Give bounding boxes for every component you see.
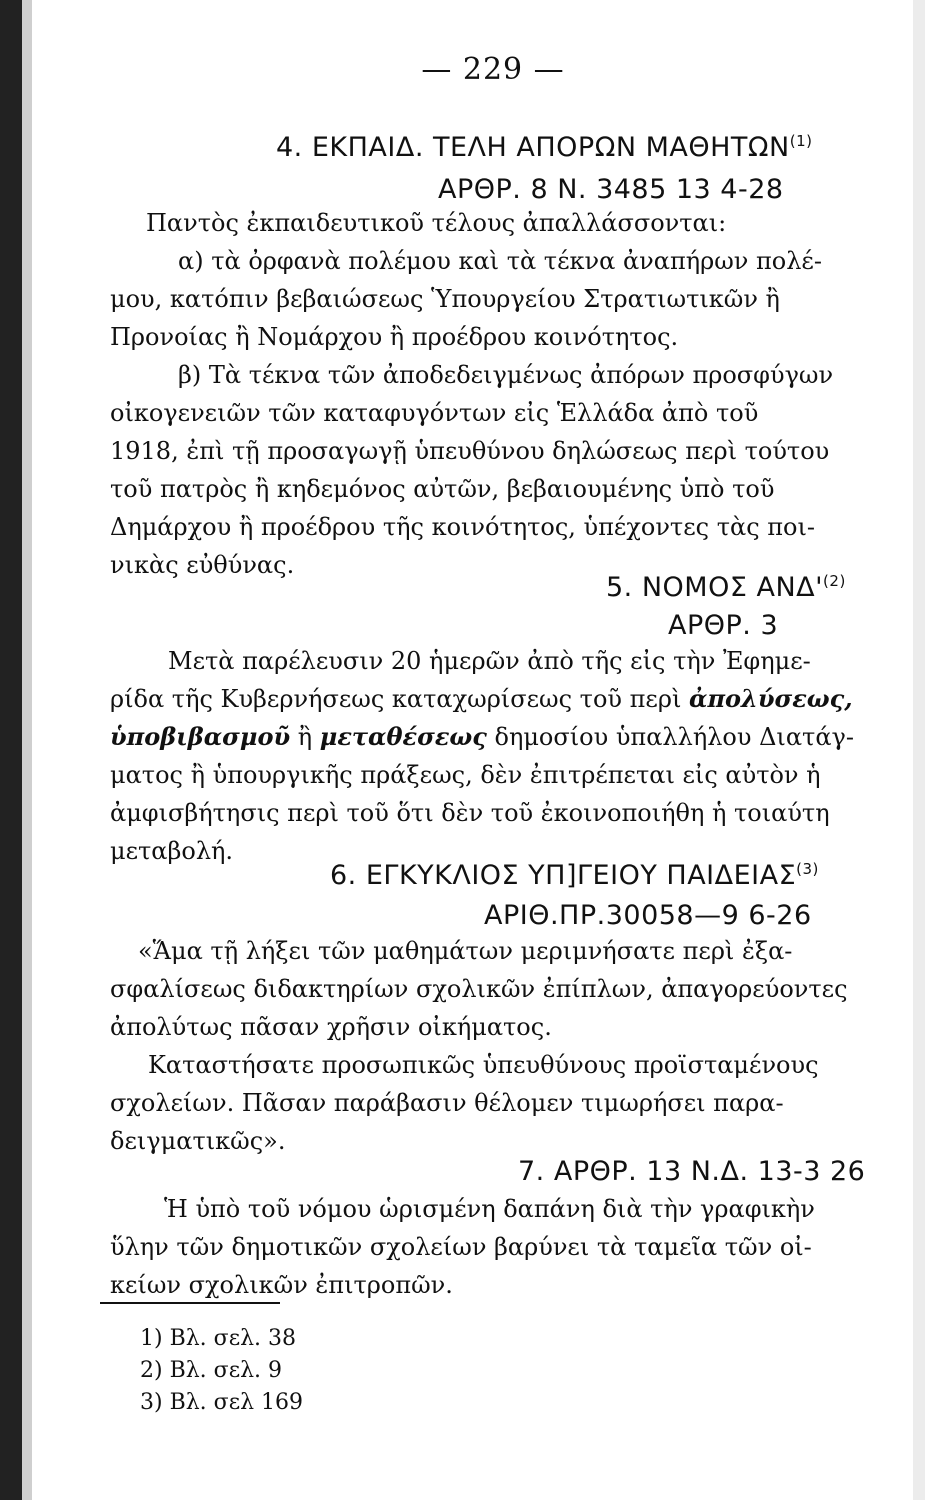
footnote-ref-2: (2) bbox=[823, 572, 846, 590]
text-line: β) Τὰ τέκνα τῶν ἀποδεδειγμένως ἀπόρων προσφύγων bbox=[178, 361, 834, 389]
section-7-title: 7. ΑΡΘΡ. 13 Ν.Δ. 13-3 26 bbox=[518, 1156, 866, 1187]
scan-edge-left bbox=[0, 0, 22, 1500]
footnote-ref-3: (3) bbox=[796, 860, 819, 878]
text-line: μεταβολή. bbox=[110, 837, 234, 865]
text-line: Καταστήσατε προσωπικῶς ὑπευθύνους προϊσταμένους bbox=[148, 1051, 819, 1079]
footnote-2: 2) Βλ. σελ. 9 bbox=[140, 1358, 283, 1383]
section-5-title: 5. ΝΟΜΟΣ $AN\Delta'^{(2)}$ bbox=[606, 572, 846, 603]
text-line: «Ἅμα τῇ λήξει τῶν μαθημάτων μεριμνήσατε περὶ ἐξα- bbox=[138, 937, 793, 965]
text-line: νικὰς εὐθύνας. bbox=[110, 551, 295, 579]
text-line: σχολείων. Πᾶσαν παράβασιν θέλομεν τιμωρήσει παρα- bbox=[110, 1089, 784, 1117]
text-line: κείων σχολικῶν ἐπιτροπῶν. bbox=[110, 1271, 453, 1299]
section-6-title: 6. ΕΓΚΥΚΛΙΟΣ ΥΠ]ΓΕΙΟΥ ΠΑΙΔΕΙΑΣ$^{(3)}$ bbox=[330, 860, 819, 891]
footnote-1: 1) Βλ. σελ. 38 bbox=[140, 1326, 297, 1351]
text-line: Μετὰ παρέλευσιν 20 ἡμερῶν ἀπὸ τῆς εἰς τὴν Ἐφημε- bbox=[168, 647, 811, 675]
section-5-subtitle: ΑΡΘΡ. 3 bbox=[668, 610, 779, 641]
page-number: — 229 — bbox=[421, 52, 565, 87]
text-line: σφαλίσεως διδακτηρίων σχολικῶν ἐπίπλων, ἀπαγορεύοντες bbox=[110, 975, 848, 1003]
emphasis-text: ἀπολύσεως, bbox=[688, 684, 853, 713]
scan-edge-shadow bbox=[22, 0, 32, 1500]
text-line: ἀπολύτως πᾶσαν χρῆσιν οἰκήματος. bbox=[110, 1013, 552, 1041]
book-page bbox=[108, 40, 878, 1480]
text-line: ματος ἢ ὑπουργικῆς πράξεως, δὲν ἐπιτρέπεται εἰς αὐτὸν ἡ bbox=[110, 761, 821, 789]
section-6-subtitle: ΑΡΙΘ.ΠΡ.30058—9 6-26 bbox=[484, 900, 812, 931]
text-line: Δημάρχου ἢ προέδρου τῆς κοινότητος, ὑπέχοντες τὰς ποι- bbox=[110, 513, 815, 541]
section-4-subtitle: ΑΡΘΡ. 8 Ν. 3485 13 4-28 bbox=[438, 174, 784, 205]
text-line: ρίδα τῆς Κυβερνήσεως καταχωρίσεως τοῦ περὶ ἀπολύσεως, bbox=[110, 684, 853, 713]
text-line: τοῦ πατρὸς ἢ κηδεμόνος αὐτῶν, βεβαιουμένης ὑπὸ τοῦ bbox=[110, 475, 775, 503]
text-line: ὕλην τῶν δημοτικῶν σχολείων βαρύνει τὰ ταμεῖα τῶν οἰ- bbox=[110, 1233, 812, 1261]
scan-edge-right bbox=[913, 0, 925, 1500]
footnote-3: 3) Βλ. σελ 169 bbox=[140, 1390, 304, 1415]
text-line: ἀμφισβήτησις περὶ τοῦ ὅτι δὲν τοῦ ἐκοινοποιήθη ἡ τοιαύτη bbox=[110, 799, 830, 827]
text-line: δειγματικῶς». bbox=[110, 1127, 286, 1155]
footnote-divider bbox=[100, 1302, 280, 1304]
text-line: οἰκογενειῶν τῶν καταφυγόντων εἰς Ἑλλάδα ἀπὸ τοῦ bbox=[110, 399, 759, 427]
section-4-title: 4. ΕΚΠΑΙΔ. ΤΕΛΗ ΑΠΟΡΩΝ ΜΑΘΗΤΩΝ$^{(1)}$ bbox=[276, 132, 813, 163]
text-line: α) τὰ ὀρφανὰ πολέμου καὶ τὰ τέκνα ἀναπήρων πολέ- bbox=[178, 247, 822, 275]
text-line: μου, κατόπιν βεβαιώσεως Ὑπουργείου Στρατιωτικῶν ἢ bbox=[110, 285, 780, 313]
emphasis-text: μεταθέσεως bbox=[319, 722, 487, 751]
text-line: Παντὸς ἐκπαιδευτικοῦ τέλους ἀπαλλάσσονται: bbox=[146, 209, 727, 237]
text-line: Ἡ ὑπὸ τοῦ νόμου ὡρισμένη δαπάνη διὰ τὴν γραφικὴν bbox=[164, 1195, 815, 1223]
text-line: 1918, ἐπὶ τῇ προσαγωγῇ ὑπευθύνου δηλώσεως περὶ τούτου bbox=[110, 437, 830, 465]
footnote-ref-1: (1) bbox=[789, 132, 813, 150]
text-line: Προνοίας ἢ Νομάρχου ἢ προέδρου κοινότητος. bbox=[110, 323, 679, 351]
emphasis-text: ὑποβιβασμοῦ bbox=[110, 722, 291, 751]
text-line: ὑποβιβασμοῦ ἢ μεταθέσεως δημοσίου ὑπαλλήλου Διατάγ- bbox=[110, 722, 854, 751]
